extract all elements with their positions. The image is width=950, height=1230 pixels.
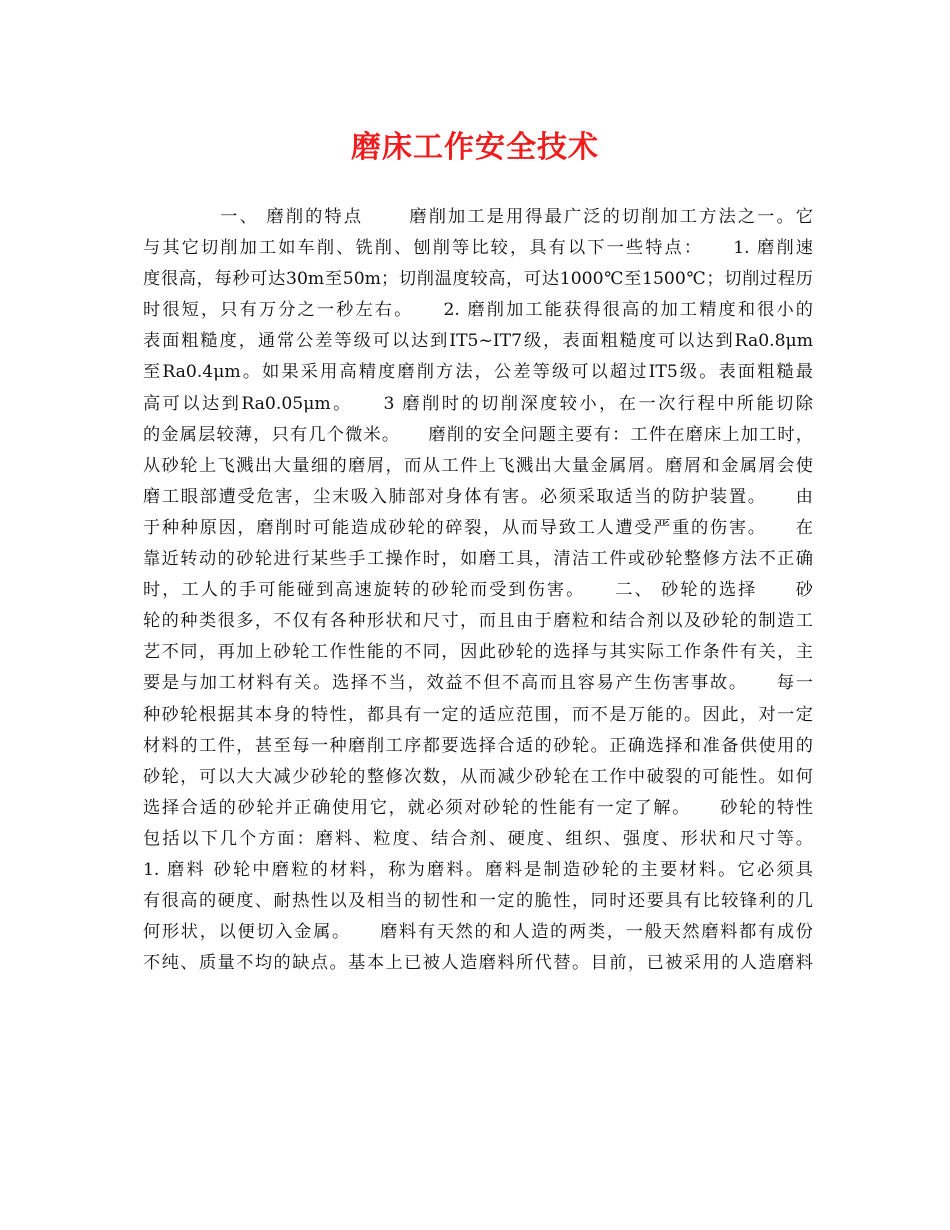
body-line: 靠近转动的砂轮进行某些手工操作时，如磨工具，清洁工件或砂轮整修方法不正确 [143,549,813,570]
body-line: 砂轮，可以大大减少砂轮的整修次数，从而减少砂轮在工作中破裂的可能性。如何 [143,766,813,787]
body-line: 轮的种类很多，不仅有各种形状和尺寸，而且由于磨粒和结合剂以及砂轮的制造工 [143,611,813,632]
body-line: 时，工人的手可能碰到高速旋转的砂轮而受到伤害。 二、 砂轮的选择 砂 [143,580,813,601]
body-line: 度很高，每秒可达30m至50m；切削温度较高，可达1000℃至1500℃；切削过程历 [143,269,813,290]
body-line: 表面粗糙度，通常公差等级可以达到IT5~IT7级，表面粗糙度可以达到Ra0.8μm [143,331,813,352]
body-line: 从砂轮上飞溅出大量细的磨屑，而从工件上飞溅出大量金属屑。磨屑和金属屑会使 [143,455,813,476]
body-line: 艺不同，再加上砂轮工作性能的不同，因此砂轮的选择与其实际工作条件有关，主 [143,642,813,663]
body-line: 高可以达到Ra0.05μm。 3 磨削时的切削深度较小，在一次行程中所能切除 [143,393,813,414]
body-line: 至Ra0.4μm。如果采用高精度磨削方法，公差等级可以超过IT5级。表面粗糙最 [143,362,813,383]
body-line: 与其它切削加工如车削、铣削、刨削等比较，具有以下一些特点： 1. 磨削速 [143,238,813,259]
body-line: 何形状，以便切入金属。 磨料有天然的和人造的两类，一般天然磨料都有成份 [143,922,813,943]
body-line: 材料的工件，甚至每一种磨削工序都要选择合适的砂轮。正确选择和准备供使用的 [143,735,813,756]
body-line: 种砂轮根据其本身的特性，都具有一定的适应范围，而不是万能的。因此，对一定 [143,704,813,725]
body-line: 时很短，只有万分之一秒左右。 2. 磨削加工能获得很高的加工精度和很小的 [143,300,813,321]
body-line: 磨工眼部遭受危害，尘末吸入肺部对身体有害。必须采取适当的防护装置。 由 [143,486,813,507]
body-line: 一、 磨削的特点 磨削加工是用得最广泛的切削加工方法之一。它 [143,207,813,227]
document-body [143,202,813,979]
body-line: 包括以下几个方面：磨料、粒度、结合剂、硬度、组织、强度、形状和尺寸等。 [143,828,813,849]
body-line: 于种种原因，磨削时可能造成砂轮的碎裂，从而导致工人遭受严重的伤害。 在 [143,517,813,538]
body-line: 选择合适的砂轮并正确使用它，就必须对砂轮的性能有一定了解。 砂轮的特性 [143,797,813,818]
body-line: 有很高的硬度、耐热性以及相当的韧性和一定的脆性，同时还要具有比较锋利的几 [143,891,813,912]
body-line: 的金属层较薄，只有几个微米。 磨削的安全问题主要有：工件在磨床上加工时， [143,424,813,445]
body-line: 不纯、质量不均的缺点。基本上已被人造磨料所代替。目前，已被采用的人造磨料 [143,953,813,974]
document-title: 磨床工作安全技术 [351,130,599,165]
body-line: 1. 磨料 砂轮中磨粒的材料，称为磨料。磨料是制造砂轮的主要材料。它必须具 [143,859,813,880]
body-line: 要是与加工材料有关。选择不当，效益不但不高而且容易产生伤害事故。 每一 [143,673,813,694]
